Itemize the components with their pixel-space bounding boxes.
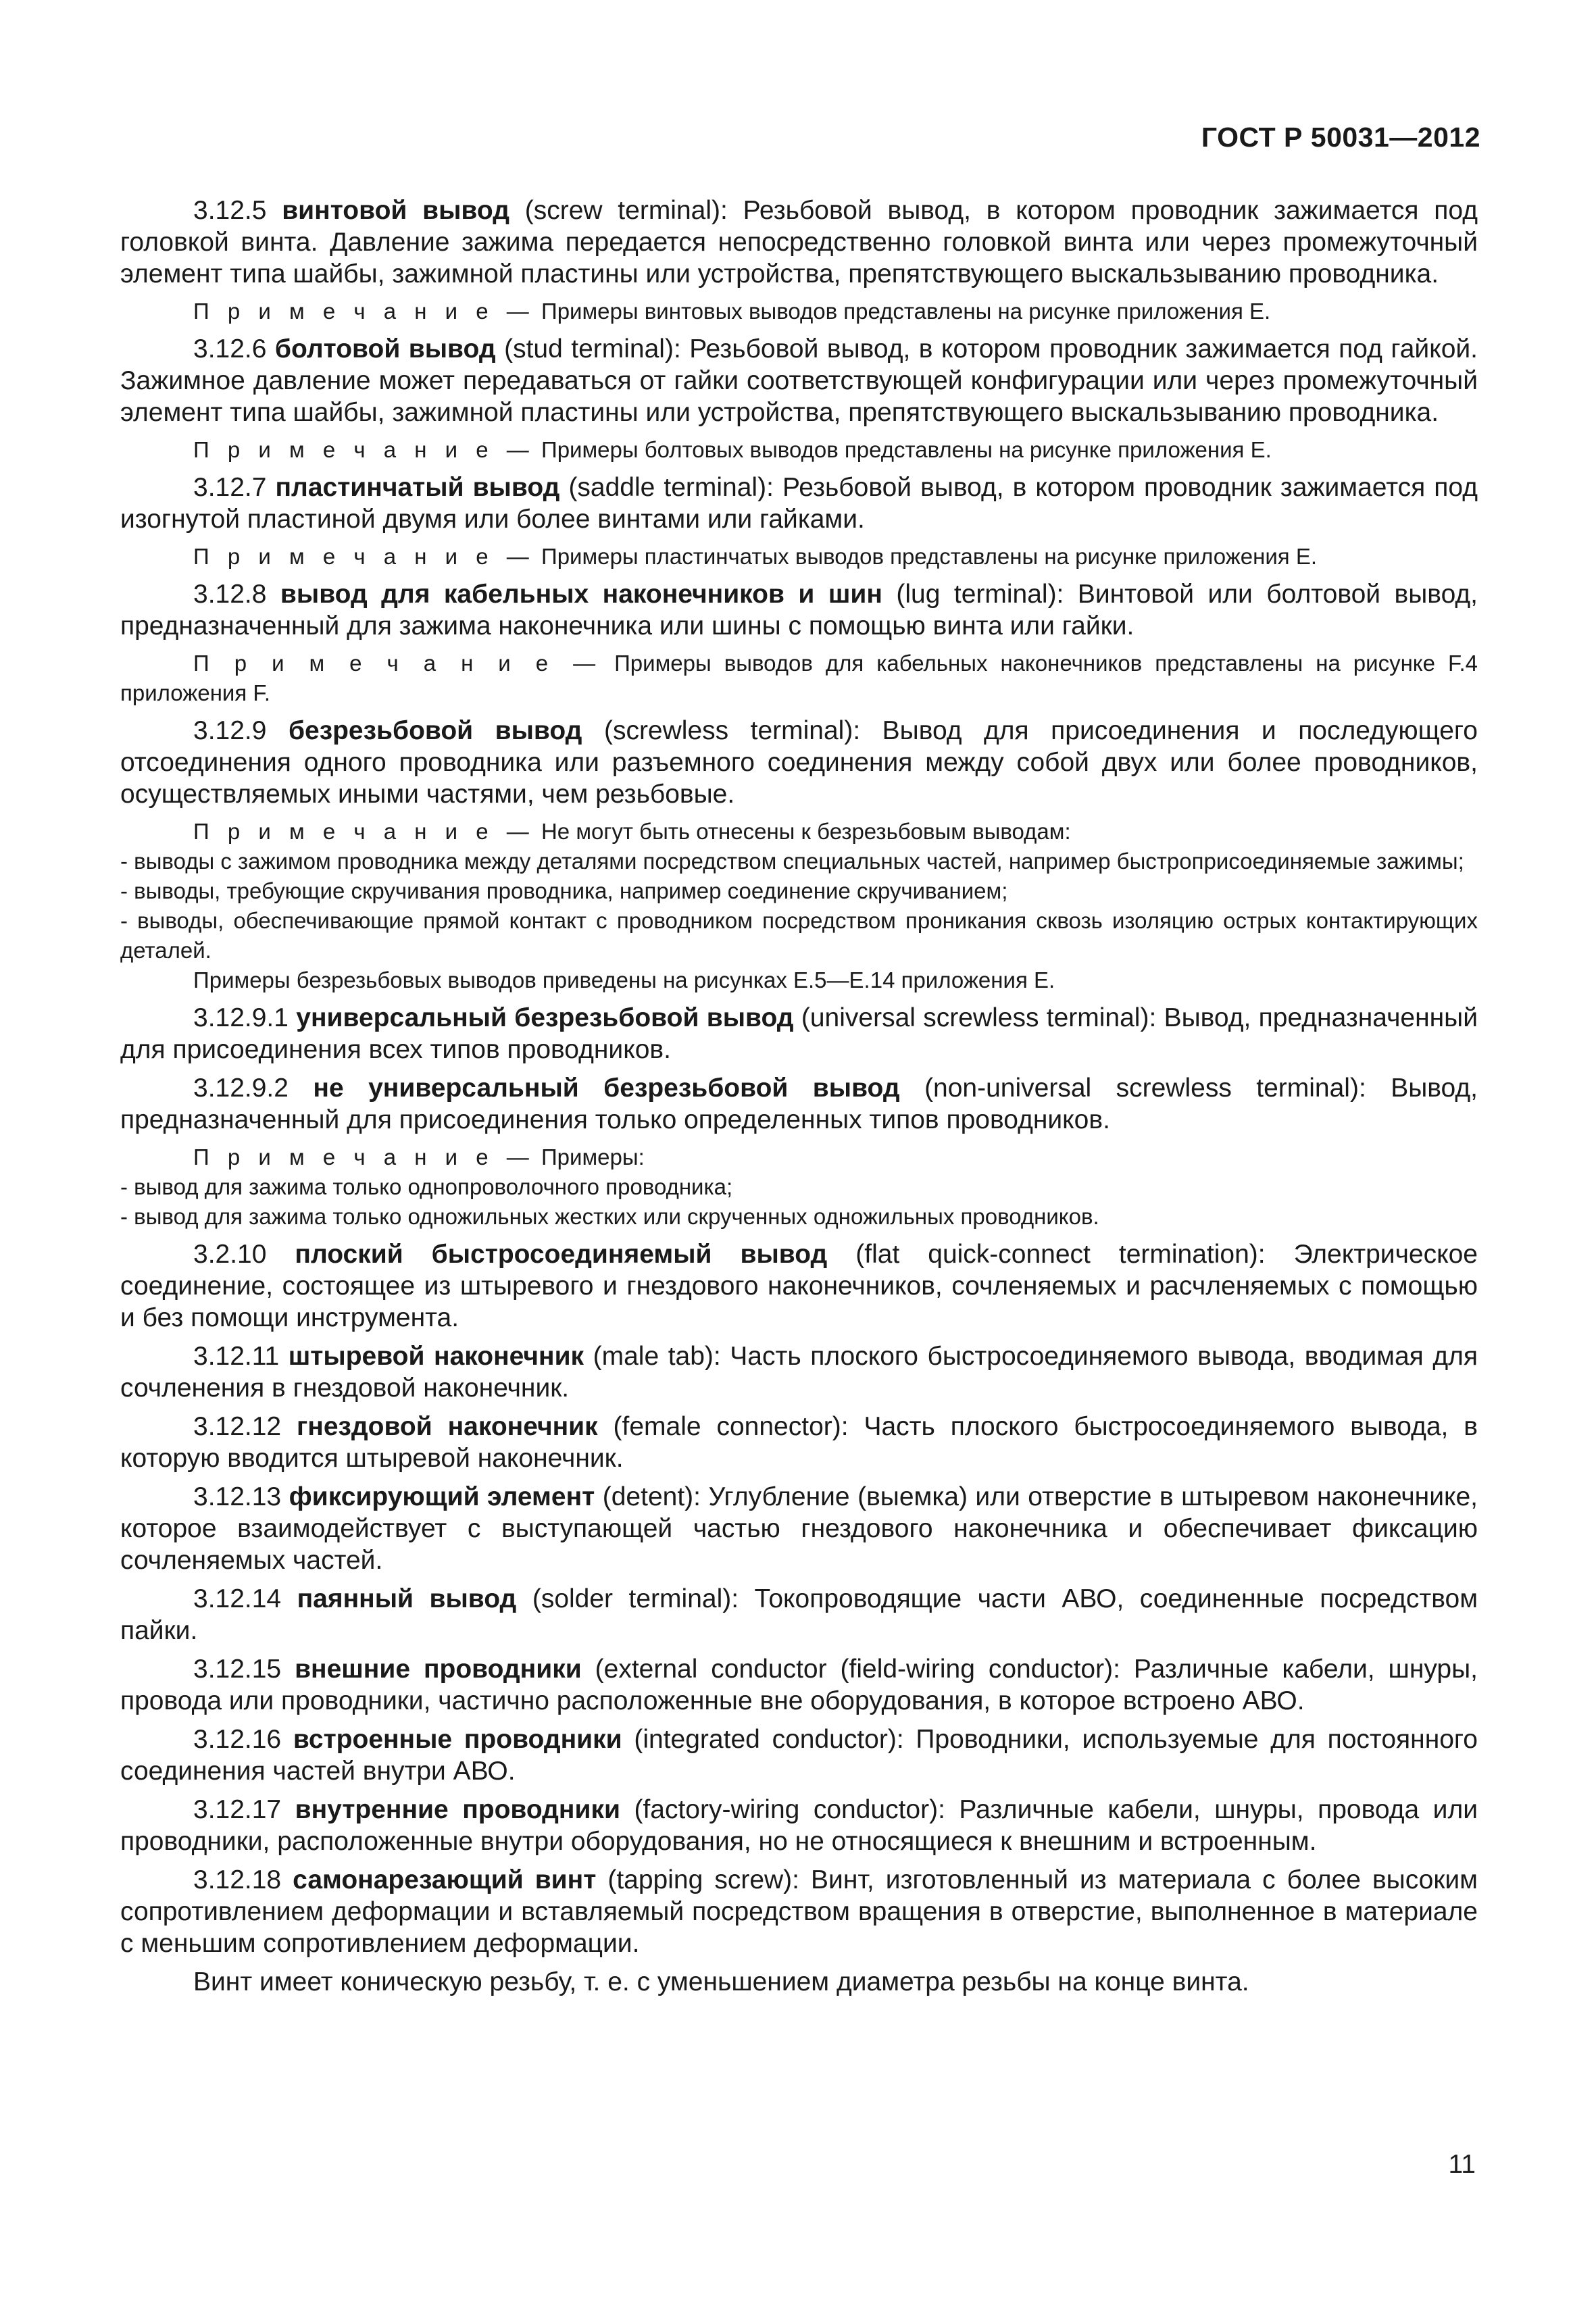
term-3-12-5: 3.12.5 винтовой вывод (screw terminal): Резьбовой вывод, в котором проводник зажимается под головкой винта. Давление зажима передается непосредственно головкой винта или через промежуточный элемент типа шайбы, зажимной пластины или устройства, препятствующего выскальзыванию проводника.: [120, 196, 1478, 288]
note-saddle-terminal: П р и м е ч а н и е — Примеры пластинчатых выводов представлены на рисунке приложения E.: [193, 544, 1318, 569]
note-screw-terminal: П р и м е ч а н и е — Примеры винтовых выводов представлены на рисунке приложения E.: [193, 299, 1271, 324]
term-3-12-14: 3.12.14 паянный вывод (solder terminal): Токопроводящие части АВО, соединенные посредством пайки.: [120, 1584, 1478, 1645]
term-3-2-10: 3.2.10 плоский быстросоединяемый вывод (flat quick-connect termination): Электрическое соединение, состоящее из штыревого и гнездового наконечников, сочленяемых и расчленяемых с помощью и без помощи инструмента.: [120, 1240, 1478, 1332]
list-item: - выводы, требующие скручивания проводника, например соединение скручиванием;: [120, 878, 1008, 903]
list-item: - вывод для зажима только однопроволочного проводника;: [120, 1174, 733, 1199]
term-3-12-9: 3.12.9 безрезьбовой вывод (screwless terminal): Вывод для присоединения и последующего отсоединения одного проводника или разъемного соединения между собой двух или более проводников, осуществляемых иными частями, чем резьбовые.: [120, 716, 1478, 809]
term-3-12-9-1: 3.12.9.1 универсальный безрезьбовой вывод (universal screwless terminal): Вывод, предназначенный для присоединения всех типов проводников.: [120, 1003, 1478, 1064]
tapping-screw-description: Винт имеет коническую резьбу, т. е. с уменьшением диаметра резьбы на конце винта.: [193, 1967, 1249, 1996]
term-3-12-7: 3.12.7 пластинчатый вывод (saddle terminal): Резьбовой вывод, в котором проводник зажимается под изогнутой пластиной двумя или более винтами или гайками.: [120, 473, 1478, 534]
list-item: - выводы с зажимом проводника между деталями посредством специальных частей, например быстроприсоединяемые зажимы;: [120, 849, 1464, 874]
term-3-12-16: 3.12.16 встроенные проводники (integrated conductor): Проводники, используемые для постоянного соединения частей внутри АВО.: [120, 1725, 1478, 1786]
term-3-12-8: 3.12.8 вывод для кабельных наконечников и шин (lug terminal): Винтовой или болтовой вывод, предназначенный для зажима наконечника или шины с помощью винта или гайки.: [120, 580, 1478, 640]
term-3-12-6: 3.12.6 болтовой вывод (stud terminal): Резьбовой вывод, в котором проводник зажимается под гайкой. Зажимное давление может передаваться от гайки соответствующей конфигурации или через промежуточный элемент типа шайбы, зажимной пластины или устройства, препятствующего выскальзыванию проводника.: [120, 334, 1478, 427]
term-3-12-9-2: 3.12.9.2 не универсальный безрезьбовой вывод (non-universal screwless terminal): Вывод, предназначенный для присоединения только определенных типов проводников.: [120, 1074, 1478, 1134]
document-code-header: ГОСТ Р 50031—2012: [1201, 122, 1480, 153]
note-lug-terminal: П р и м е ч а н и е — Примеры выводов для кабельных наконечников представлены на рисунке F.4 приложения F.: [120, 651, 1478, 705]
term-3-12-17: 3.12.17 внутренние проводники (factory-wiring conductor): Различные кабели, шнуры, провода или проводники, расположенные внутри оборудования, но не относящиеся к внешним и встроенным.: [120, 1795, 1478, 1856]
term-3-12-15: 3.12.15 внешние проводники (external conductor (field-wiring conductor): Различные кабели, шнуры, провода или проводники, частично расположенные вне оборудования, в которое встроено АВО.: [120, 1655, 1478, 1715]
page-number: 11: [1448, 2150, 1476, 2179]
list-item: - вывод для зажима только одножильных жестких или скрученных одножильных проводников.: [120, 1204, 1099, 1229]
note-screwless-terminal: П р и м е ч а н и е — Не могут быть отнесены к безрезьбовым выводам: - выводы с зажимом проводника между деталями посредством специальных частей, например быстроприсоединяемые зажимы; - выводы, требующие скручивания проводника, например соединение скручиванием; - выводы, обеспечивающие прямой контакт с проводником посредством проникания сквозь изоляцию острых контактирующих деталей. Примеры безрезьбовых выводов приведены на рисунках E.5—E.14 приложения E.: [120, 817, 1478, 995]
document-body: [120, 195, 1478, 2005]
term-3-12-12: 3.12.12 гнездовой наконечник (female connector): Часть плоского быстросоединяемого вывода, в которую вводится штыревой наконечник.: [120, 1412, 1478, 1473]
note-tail: Примеры безрезьбовых выводов приведены на рисунках E.5—E.14 приложения E.: [193, 967, 1055, 992]
term-3-12-11: 3.12.11 штыревой наконечник (male tab): Часть плоского быстросоединяемого вывода, вводимая для сочленения в гнездовой наконечник.: [120, 1342, 1478, 1403]
term-3-12-18: 3.12.18 самонарезающий винт (tapping screw): Винт, изготовленный из материала с более высоким сопротивлением деформации и вставляемый посредством вращения в отверстие, выполненное в материале с меньшим сопротивлением деформации.: [120, 1865, 1478, 1958]
note-stud-terminal: П р и м е ч а н и е — Примеры болтовых выводов представлены на рисунке приложения E.: [193, 437, 1272, 462]
list-item: - выводы, обеспечивающие прямой контакт с проводником посредством проникания сквозь изоляцию острых контактирующих деталей.: [120, 908, 1478, 963]
term-3-12-13: 3.12.13 фиксирующий элемент (detent): Углубление (выемка) или отверстие в штыревом наконечнике, которое взаимодействует с выступающей частью гнездового наконечника и обеспечивает фиксацию сочленяемых частей.: [120, 1482, 1478, 1575]
note-examples: П р и м е ч а н и е — Примеры: - вывод для зажима только однопроволочного проводника; - вывод для зажима только одножильных жестких или скрученных одножильных проводников.: [120, 1142, 1478, 1232]
